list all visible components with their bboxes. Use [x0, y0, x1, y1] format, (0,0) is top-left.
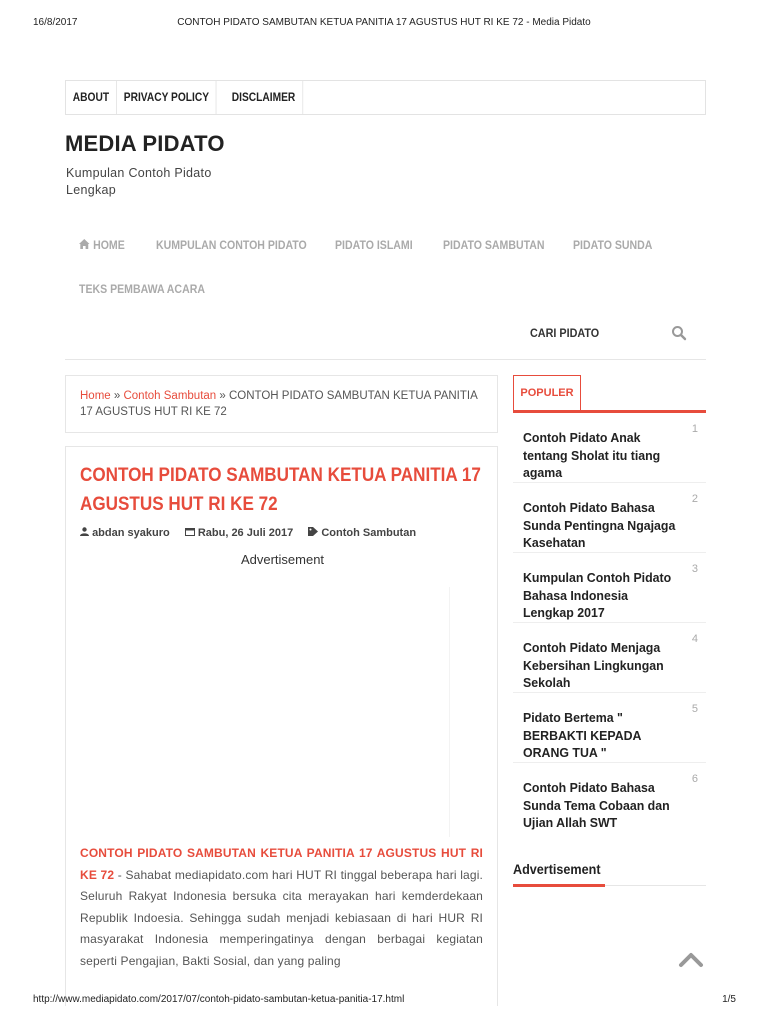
- popular-post-item[interactable]: [513, 693, 706, 763]
- nav-about-link[interactable]: ABOUT: [66, 81, 117, 114]
- nav-home-label: HOME: [93, 238, 125, 252]
- popular-post-item[interactable]: [513, 413, 706, 483]
- calendar-icon: [185, 527, 195, 536]
- popular-post-title[interactable]: Contoh Pidato Bahasa Sunda Tema Cobaan dan Ujian Allah SWT: [523, 780, 670, 830]
- nav-home-link[interactable]: [79, 238, 125, 252]
- advertisement-area: [80, 587, 450, 837]
- breadcrumb-separator: »: [110, 390, 124, 402]
- post-title: CONTOH PIDATO SAMBUTAN KETUA PANITIA 17 AGUSTUS HUT RI KE 72: [80, 465, 481, 515]
- back-to-top-icon[interactable]: [678, 950, 704, 970]
- popular-post-number: 2: [691, 493, 698, 505]
- popular-post-title[interactable]: Contoh Pidato Menjaga Kebersihan Lingkungan Sekolah: [523, 640, 664, 690]
- post-body: [80, 843, 483, 972]
- nav-privacy-policy-link[interactable]: PRIVACY POLICY: [117, 81, 217, 114]
- print-date: 16/8/2017: [33, 17, 78, 28]
- popular-post-number: 4: [691, 633, 698, 645]
- popular-post-item[interactable]: [513, 553, 706, 623]
- post-meta: [80, 527, 428, 539]
- nav-pidato-sambutan-link[interactable]: PIDATO SAMBUTAN: [443, 238, 545, 252]
- breadcrumb-home-link[interactable]: Home: [80, 390, 111, 402]
- home-icon: [79, 239, 90, 249]
- breadcrumb-separator: »: [216, 390, 229, 402]
- post-category-text: Contoh Sambutan: [321, 527, 417, 539]
- popular-post-title[interactable]: Pidato Bertema " BERBAKTI KEPADA ORANG TUA ": [523, 710, 642, 760]
- post-author-name: abdan syakuro: [92, 527, 170, 539]
- nav-pidato-islami-link[interactable]: PIDATO ISLAMI: [335, 238, 413, 252]
- post-container: [65, 446, 498, 1006]
- site-description: Kumpulan Contoh Pidato Lengkap: [66, 166, 212, 197]
- popular-post-title[interactable]: Contoh Pidato Anak tentang Sholat itu tiang agama: [523, 430, 661, 480]
- popular-post-item[interactable]: [513, 623, 706, 693]
- print-page-number: 1/5: [722, 994, 736, 1005]
- top-navigation: [65, 80, 706, 115]
- popular-post-number: 3: [691, 563, 698, 575]
- post-date: [185, 527, 297, 539]
- popular-post-number: 6: [691, 773, 698, 785]
- popular-post-item[interactable]: [513, 763, 706, 833]
- user-icon: [80, 527, 89, 536]
- sidebar-advertisement-underline: [513, 884, 605, 887]
- post-body-lead: CONTOH PIDATO SAMBUTAN KETUA PANITIA 17 AGUSTUS HUT RI KE 72: [80, 846, 483, 882]
- advertisement-label: Advertisement: [240, 552, 325, 567]
- sidebar-advertisement-header: [513, 858, 706, 886]
- nav-teks-pembawa-acara-link[interactable]: TEKS PEMBAWA ACARA: [79, 282, 205, 296]
- post-category[interactable]: [308, 527, 416, 539]
- breadcrumb: [65, 375, 498, 433]
- nav-disclaimer-link[interactable]: DISCLAIMER: [225, 81, 303, 114]
- popular-post-item[interactable]: [513, 483, 706, 553]
- search-label[interactable]: CARI PIDATO: [530, 326, 600, 340]
- print-url: http://www.mediapidato.com/2017/07/contoh-pidato-sambutan-ketua-panitia-17.html: [33, 994, 405, 1005]
- nav-pidato-sunda-link[interactable]: PIDATO SUNDA: [573, 238, 653, 252]
- post-body-text: - Sahabat mediapidato.com hari HUT RI tinggal beberapa hari lagi. Seluruh Rakyat Indonesia bersuka cita merayakan hari kemderdekaan Republik Indoesia. Sehingga sudah menjadi kebiasaan di hari HUR RI masyarakat Indonesia memperingatinya dengan berbagai kegiatan seperti Pengajian, Bakti Sosial, dan yang paling: [80, 867, 483, 968]
- breadcrumb-current: CONTOH PIDATO SAMBUTAN KETUA PANITIA 17 AGUSTUS HUT RI KE 72: [80, 390, 478, 418]
- popular-post-number: 5: [691, 703, 698, 715]
- nav-kumpulan-link[interactable]: KUMPULAN CONTOH PIDATO: [156, 238, 307, 252]
- post-date-text: Rabu, 26 Juli 2017: [197, 527, 294, 539]
- popular-post-title[interactable]: Contoh Pidato Bahasa Sunda Pentingna Ngajaga Kasehatan: [523, 500, 676, 550]
- breadcrumb-category-link[interactable]: Contoh Sambutan: [123, 390, 217, 402]
- popular-post-number: 1: [691, 423, 698, 435]
- site-title[interactable]: MEDIA PIDATO: [65, 131, 225, 156]
- popular-post-title[interactable]: Kumpulan Contoh Pidato Bahasa Indonesia Lengkap 2017: [523, 570, 672, 620]
- sidebar-advertisement-title: Advertisement: [513, 861, 601, 877]
- post-author[interactable]: [80, 527, 173, 539]
- print-page-title: CONTOH PIDATO SAMBUTAN KETUA PANITIA 17 AGUSTUS HUT RI KE 72 - Media Pidato: [177, 17, 591, 28]
- search-bar: [65, 316, 706, 360]
- tab-populer[interactable]: POPULER: [513, 375, 581, 411]
- search-icon[interactable]: [671, 325, 687, 341]
- tag-icon: [308, 527, 318, 536]
